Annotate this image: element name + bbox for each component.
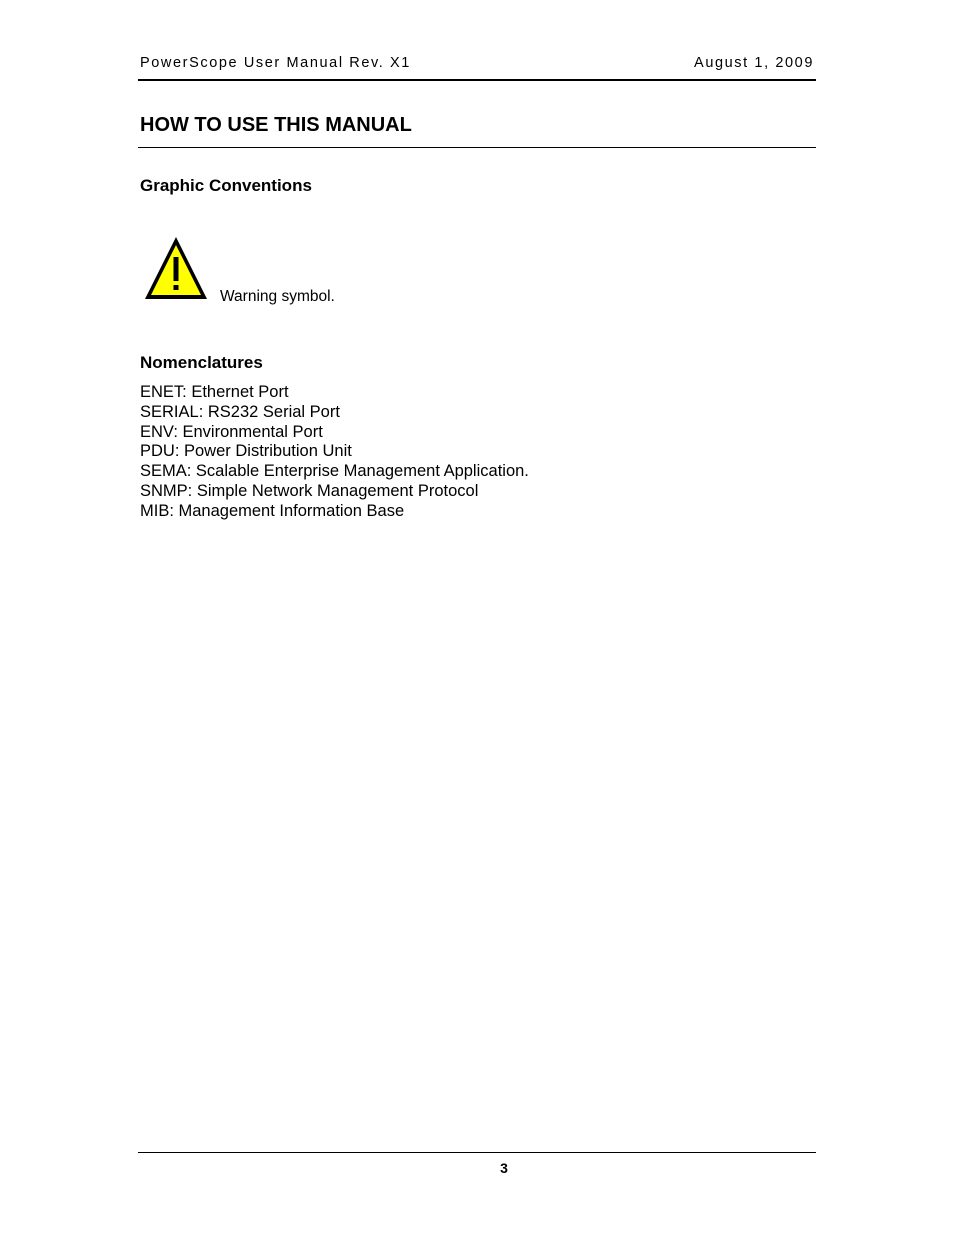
list-item: PDU: Power Distribution Unit xyxy=(140,442,352,461)
header-document-title: PowerScope User Manual Rev. X1 xyxy=(140,55,411,71)
graphic-conventions-heading: Graphic Conventions xyxy=(140,176,312,195)
list-item: ENET: Ethernet Port xyxy=(140,383,289,401)
header-date: August 1, 2009 xyxy=(694,55,814,71)
warning-triangle-icon xyxy=(141,233,211,303)
title-divider xyxy=(138,147,816,148)
list-item: SNMP: Simple Network Management Protocol xyxy=(140,481,479,500)
page-number: 3 xyxy=(500,1160,508,1176)
list-item: MIB: Management Information Base xyxy=(140,501,405,520)
page-title: HOW TO USE THIS MANUAL xyxy=(140,114,412,136)
footer-divider xyxy=(138,1152,816,1153)
warning-symbol-label: Warning symbol. xyxy=(220,288,335,305)
page-header xyxy=(140,55,814,77)
list-item: SEMA: Scalable Enterprise Management Application. xyxy=(140,462,529,481)
nomenclatures-heading: Nomenclatures xyxy=(140,353,263,372)
nomenclature-list xyxy=(140,383,529,522)
list-item: SERIAL: RS232 Serial Port xyxy=(140,402,340,421)
list-item: ENV: Environmental Port xyxy=(140,422,323,441)
header-divider xyxy=(138,79,816,81)
